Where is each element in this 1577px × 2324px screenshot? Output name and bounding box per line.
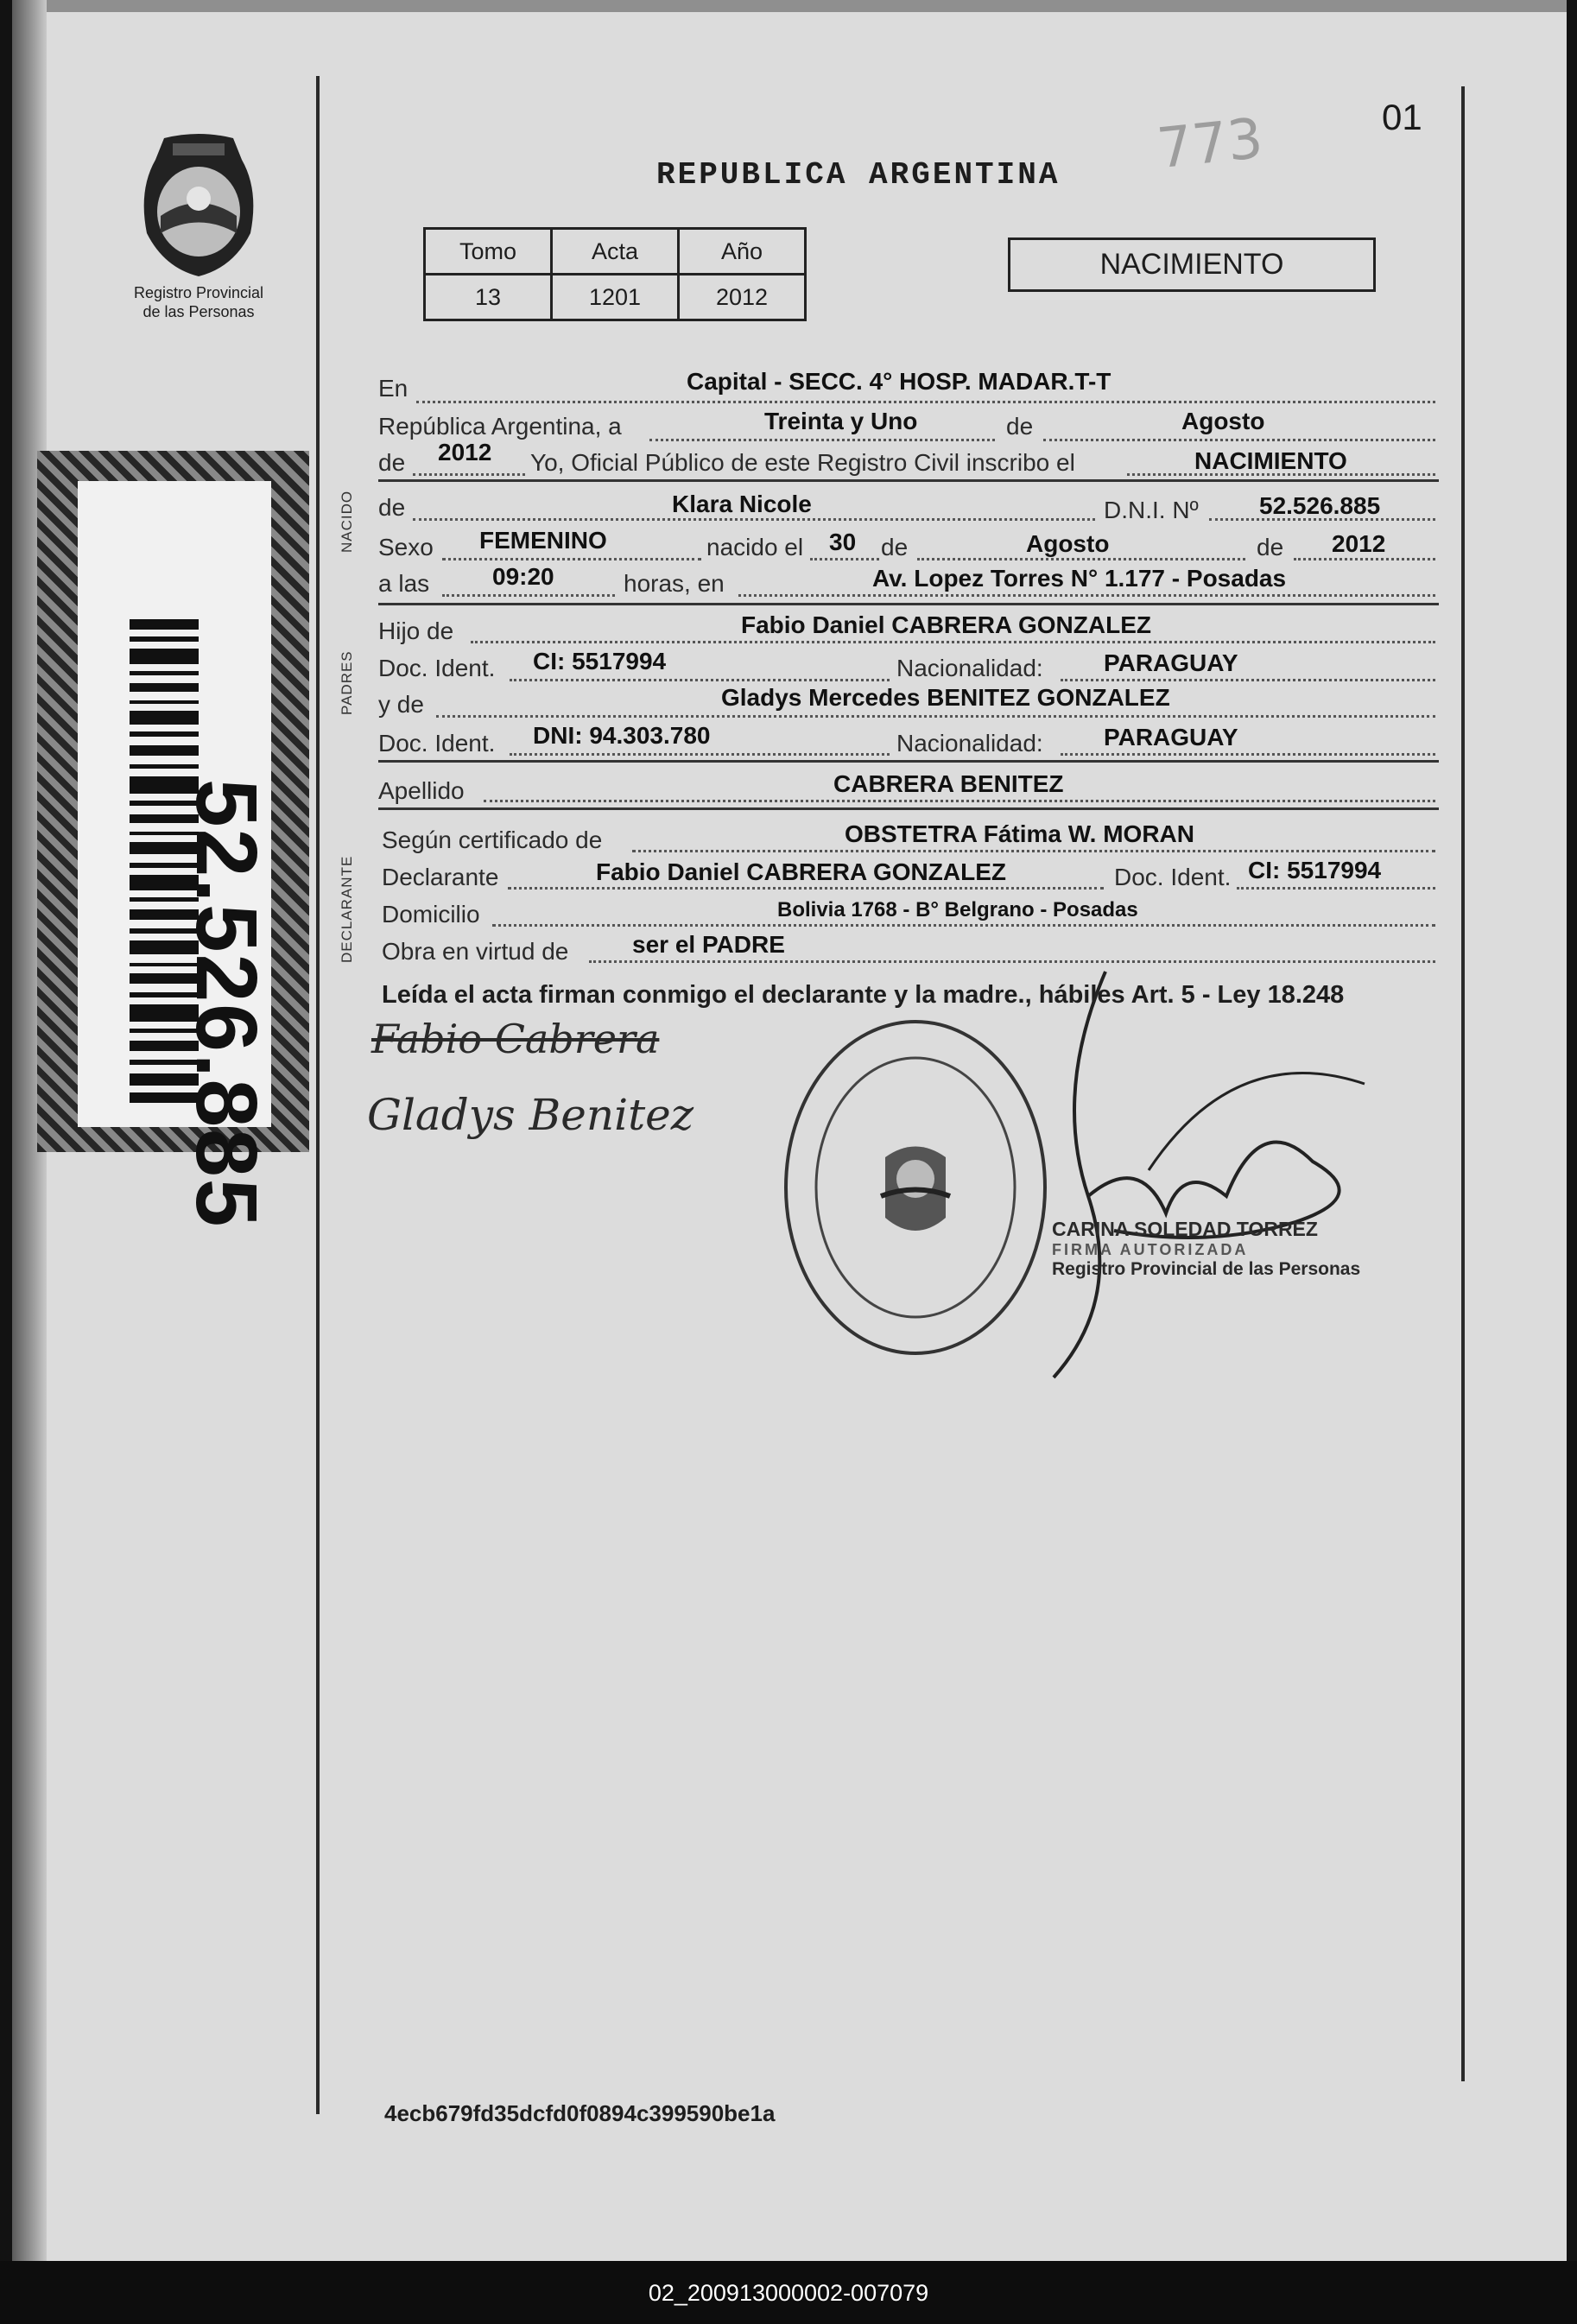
sexo-label: Sexo [378,534,434,560]
dotted-line [1294,558,1435,560]
de4-label: de [881,534,909,560]
declarante-doc-label: Doc. Ident. [1114,864,1232,890]
nacido-label: nacido el [706,534,804,560]
page-number: 01 [1382,97,1422,137]
value-acta: 1201 [552,275,679,320]
dotted-line [1061,679,1435,681]
value-tomo: 13 [425,275,552,320]
en-label: En [378,375,408,402]
dotted-line [436,715,1435,718]
section-nacido-label: NACIDO [339,490,355,553]
header-acta: Acta [552,229,679,275]
obra-value: ser el PADRE [632,931,785,958]
de5-label: de [1257,534,1284,560]
dotted-line [510,753,890,756]
segun-label: Según certificado de [382,826,603,853]
hijo-label: Hijo de [378,617,454,644]
official-role: FIRMA AUTORIZADA [1052,1241,1249,1258]
dotted-line [1043,439,1435,441]
year-value: 2012 [438,439,492,465]
father-nationality-label: Nacionalidad: [896,655,1043,681]
dotted-line [738,594,1435,597]
father-signature [371,1016,659,1062]
dni-label: D.N.I. Nº [1104,497,1199,523]
mother-doc-label: Doc. Ident. [378,730,496,757]
birth-month-value: Agosto [1026,530,1110,557]
horas-label: horas, en [624,570,725,597]
dotted-line [508,887,1104,890]
dotted-line [510,679,890,681]
declarante-value: Fabio Daniel CABRERA GONZALEZ [596,858,1006,885]
dotted-line [471,641,1435,643]
document-title: REPUBLICA ARGENTINA [656,157,1061,193]
sexo-value: FEMENINO [479,527,607,554]
declarante-doc-value: CI: 5517994 [1248,857,1382,883]
document-hash: 4ecb679fd35dcfd0f0894c399590be1a [384,2100,776,2126]
day-words-value: Treinta y Uno [764,408,918,434]
father-doc-label: Doc. Ident. [378,655,496,681]
dotted-line [413,518,1095,521]
official-seal-icon [777,1015,1054,1360]
divider-line [378,760,1439,763]
domicilio-value: Bolivia 1768 - B° Belgrano - Posadas [777,898,1138,921]
divider-line [378,807,1439,810]
dotted-line [810,558,879,560]
apellido-label: Apellido [378,777,465,804]
child-name-value: Klara Nicole [672,491,812,517]
dotted-line [649,439,995,441]
certificado-value: OBSTETRA Fátima W. MORAN [845,820,1194,847]
domicilio-label: Domicilio [382,901,480,928]
mother-signature-text: Gladys Benitez [367,1090,694,1140]
dotted-line [632,850,1435,852]
mother-nationality-label: Nacionalidad: [896,730,1043,757]
divider-line [378,603,1439,605]
birth-time-value: 09:20 [492,563,554,590]
mother-doc-value: DNI: 94.303.780 [533,722,711,749]
birth-year-value: 2012 [1332,530,1386,557]
official-name: CARINA SOLEDAD TORREZ [1052,1218,1318,1240]
declarante-label: Declarante [382,864,499,890]
oficial-text: Yo, Oficial Público de este Registro Civil inscribo el [530,449,1075,476]
record-number-table [423,227,807,321]
dotted-line [416,401,1435,403]
child-dni-value: 52.526.885 [1259,492,1381,519]
obra-label: Obra en virtud de [382,938,569,965]
dotted-line [442,594,615,597]
month-value: Agosto [1181,408,1265,434]
scan-filename: 02_200913000002-007079 [648,2280,929,2306]
republica-label: República Argentina, a [378,413,622,440]
right-margin-line [1461,86,1465,2081]
header-tomo: Tomo [425,229,552,275]
apellido-value: CABRERA BENITEZ [833,770,1064,797]
mother-signature [367,1090,694,1140]
header-anio: Año [679,229,806,275]
dotted-line [442,558,701,560]
dotted-line [492,924,1435,927]
divider-line [378,479,1439,482]
dotted-line [413,473,525,476]
record-kind-box: NACIMIENTO [1008,237,1376,292]
section-padres-label: PADRES [339,650,355,715]
birth-day-value: 30 [829,529,857,555]
dotted-line [484,800,1435,802]
birth-place-value: Av. Lopez Torres N° 1.177 - Posadas [872,565,1287,592]
value-anio: 2012 [679,275,806,320]
barcode-tag [37,451,309,1229]
page-top-edge [47,0,1567,12]
provincial-coat-of-arms-icon [130,130,268,281]
yde-label: y de [378,691,424,718]
registry-caption-line2: de las Personas [142,303,255,320]
de3-label: de [378,494,406,521]
barcode-number: 52.526.885 [178,779,275,1229]
closing-statement: Leída el acta firman conmigo el declarante y la madre., hábiles Art. 5 - Ley 18.248 [382,981,1345,1009]
inscribe-value: NACIMIENTO [1194,447,1347,474]
registry-caption [121,283,276,321]
de-label: de [1006,413,1034,440]
official-block [1052,1218,1360,1280]
mother-nationality-value: PARAGUAY [1104,724,1238,750]
registry-place-value: Capital - SECC. 4° HOSP. MADAR.T-T [687,368,1112,395]
alas-label: a las [378,570,430,597]
official-signature-icon [1036,937,1399,1386]
dotted-line [917,558,1245,560]
left-margin-line [316,76,320,2114]
dotted-line [1061,753,1435,756]
father-nationality-value: PARAGUAY [1104,649,1238,676]
faint-pencil-mark: 773 [1154,106,1266,182]
father-signature-text: Fabio Cabrera [371,1016,660,1062]
mother-name-value: Gladys Mercedes BENITEZ GONZALEZ [721,684,1170,711]
registry-caption-line1: Registro Provincial [133,284,264,301]
father-doc-value: CI: 5517994 [533,648,667,674]
dotted-line [1237,887,1435,890]
section-declarante-label: DECLARANTE [339,855,355,963]
official-office: Registro Provincial de las Personas [1052,1259,1361,1279]
father-name-value: Fabio Daniel CABRERA GONZALEZ [741,611,1151,638]
de2-label: de [378,449,406,476]
